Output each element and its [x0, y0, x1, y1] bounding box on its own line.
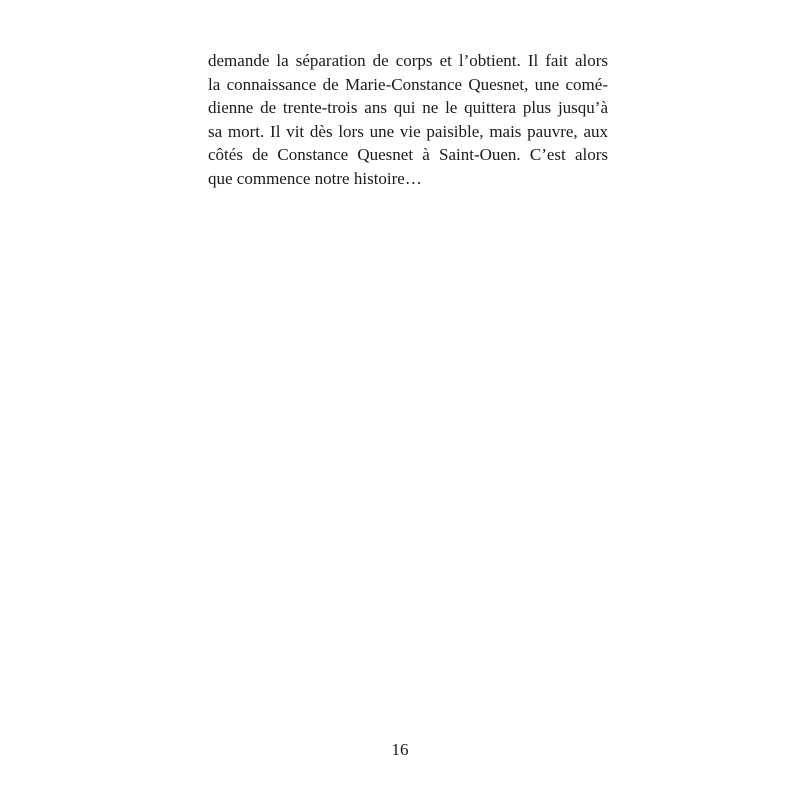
text-line: la connaissance de Marie-Constance Quesnet, une comé-	[208, 74, 608, 94]
page-number: 16	[391, 740, 409, 759]
body-paragraph	[208, 49, 608, 190]
text-line: sa mort. Il vit dès lors une vie paisible, mais pauvre, aux	[208, 121, 608, 141]
text-line: dienne de trente-trois ans qui ne le quittera plus jusqu’à	[208, 98, 608, 117]
text-line: demande la séparation de corps et l’obtient. Il fait alors	[208, 51, 608, 70]
text-line: côtés de Constance Quesnet à Saint-Ouen. C’est alors	[208, 145, 608, 164]
text-line: que commence notre histoire…	[208, 168, 422, 188]
